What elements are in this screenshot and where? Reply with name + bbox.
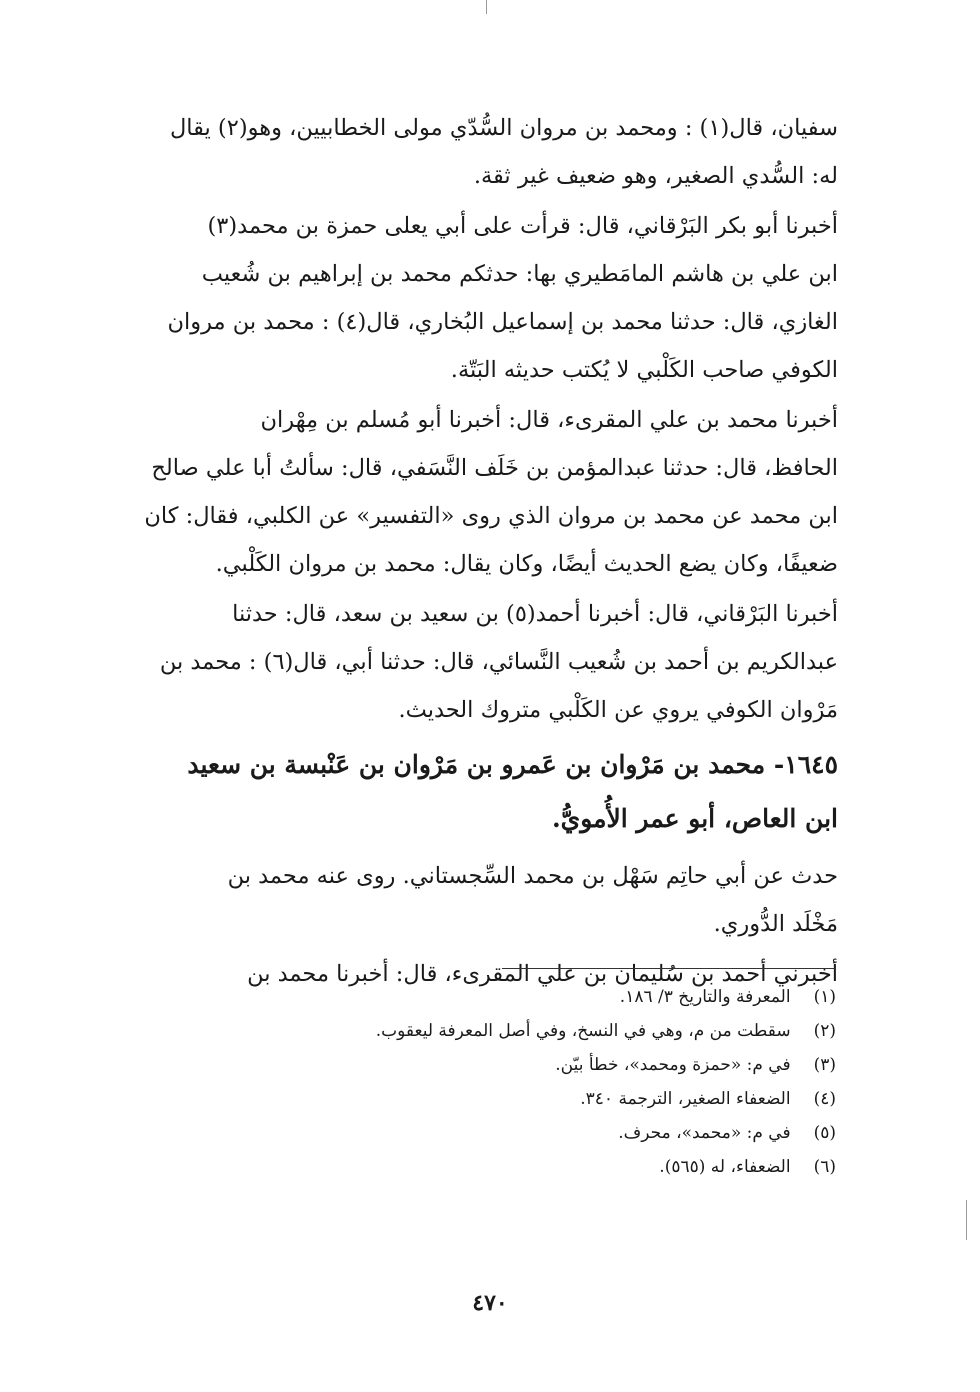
text-line: أخبرني أحمد بن سُليمان بن علي المقرىء، قال: أخبرنا محمد بن bbox=[247, 961, 838, 987]
footnote-text: الضعفاء، له (٥٦٥). bbox=[659, 1157, 791, 1177]
text-line: حدث عن أبي حاتِم سَهْل بن محمد السِّجستاني. روى عنه محمد بن bbox=[227, 863, 838, 889]
text-line: الكوفي صاحب الكَلْبي لا يُكتب حديثه البَتّة. bbox=[450, 357, 838, 383]
scan-edge-mark-top bbox=[486, 0, 487, 14]
paragraph-4 bbox=[118, 590, 838, 734]
footnote-number: (٦) bbox=[813, 1157, 836, 1177]
paragraph-5 bbox=[118, 852, 838, 948]
entry-heading bbox=[118, 738, 838, 846]
paragraph-2 bbox=[118, 202, 838, 394]
footnote bbox=[300, 980, 836, 1014]
text-line: أخبرنا محمد بن علي المقرىء، قال: أخبرنا أبو مُسلم بن مِهْران bbox=[260, 407, 838, 433]
footnote bbox=[300, 1082, 836, 1116]
footnote bbox=[300, 1014, 836, 1048]
footnote-divider bbox=[502, 968, 836, 969]
footnote-text: سقطت من م، وهي في النسخ، وفي أصل المعرفة ليعقوب. bbox=[375, 1021, 791, 1041]
footnote-number: (٤) bbox=[813, 1089, 836, 1109]
footnote-text: في م: «محمد»، محرف. bbox=[618, 1123, 791, 1143]
main-text bbox=[118, 104, 838, 1000]
text-line: مَخْلَد الدُّوري. bbox=[713, 911, 838, 937]
paragraph-1 bbox=[118, 104, 838, 200]
footnote-number: (١) bbox=[813, 987, 836, 1007]
footnote bbox=[300, 1150, 836, 1184]
text-line: له: السُّدي الصغير، وهو ضعيف غير ثقة. bbox=[473, 163, 838, 189]
text-line: مَرْوان الكوفي يروي عن الكَلْبي متروك الحديث. bbox=[398, 697, 838, 723]
text-line: أخبرنا البَرْقاني، قال: أخبرنا أحمد(٥) بن سعيد بن سعد، قال: حدثنا bbox=[232, 601, 838, 627]
text-line: أخبرنا أبو بكر البَرْقاني، قال: قرأت على أبي يعلى حمزة بن محمد(٣) bbox=[207, 213, 838, 239]
footnotes bbox=[300, 980, 836, 1184]
footnote-text: في م: «حمزة ومحمد»، خطأ بيّن. bbox=[555, 1055, 791, 1075]
text-line: ابن علي بن هاشم المامَطيري بها: حدثكم محمد بن إبراهيم بن شُعيب bbox=[201, 261, 838, 287]
page-number: ٤٧٠ bbox=[472, 1290, 508, 1316]
text-line: عبدالكريم بن أحمد بن شُعيب النَّسائي، قال: حدثنا أبي، قال(٦) : محمد بن bbox=[159, 649, 838, 675]
text-line: سفيان، قال(١) : ومحمد بن مروان السُّدّي مولى الخطابيين، وهو(٢) يقال bbox=[169, 115, 838, 141]
scan-edge-mark-right bbox=[966, 1200, 967, 1240]
paragraph-3 bbox=[118, 396, 838, 588]
footnote bbox=[300, 1116, 836, 1150]
footnote-number: (٢) bbox=[813, 1021, 836, 1041]
text-line: الحافظ، قال: حدثنا عبدالمؤمن بن خَلَف النَّسَفي، قال: سألتُ أبا علي صالح bbox=[151, 455, 838, 481]
text-line: الغازي، قال: حدثنا محمد بن إسماعيل البُخاري، قال(٤) : محمد بن مروان bbox=[167, 309, 838, 335]
heading-line: ابن العاص، أبو عمر الأُمويُّ. bbox=[551, 804, 838, 833]
heading-line: ١٦٤٥- محمد بن مَرْوان بن عَمرو بن مَرْوان بن عَنْبسة بن سعيد bbox=[187, 750, 838, 779]
text-line: ضعيفًا، وكان يضع الحديث أيضًا، وكان يقال: محمد بن مروان الكَلْبي. bbox=[215, 551, 838, 577]
footnote-text: المعرفة والتاريخ ٣/ ١٨٦. bbox=[619, 987, 791, 1007]
footnote-number: (٥) bbox=[813, 1123, 836, 1143]
footnote-text: الضعفاء الصغير، الترجمة ٣٤٠. bbox=[580, 1089, 791, 1109]
text-line: ابن محمد عن محمد بن مروان الذي روى «التفسير» عن الكلبي، فقال: كان bbox=[144, 503, 838, 529]
footnote-number: (٣) bbox=[813, 1055, 836, 1075]
footnote bbox=[300, 1048, 836, 1082]
